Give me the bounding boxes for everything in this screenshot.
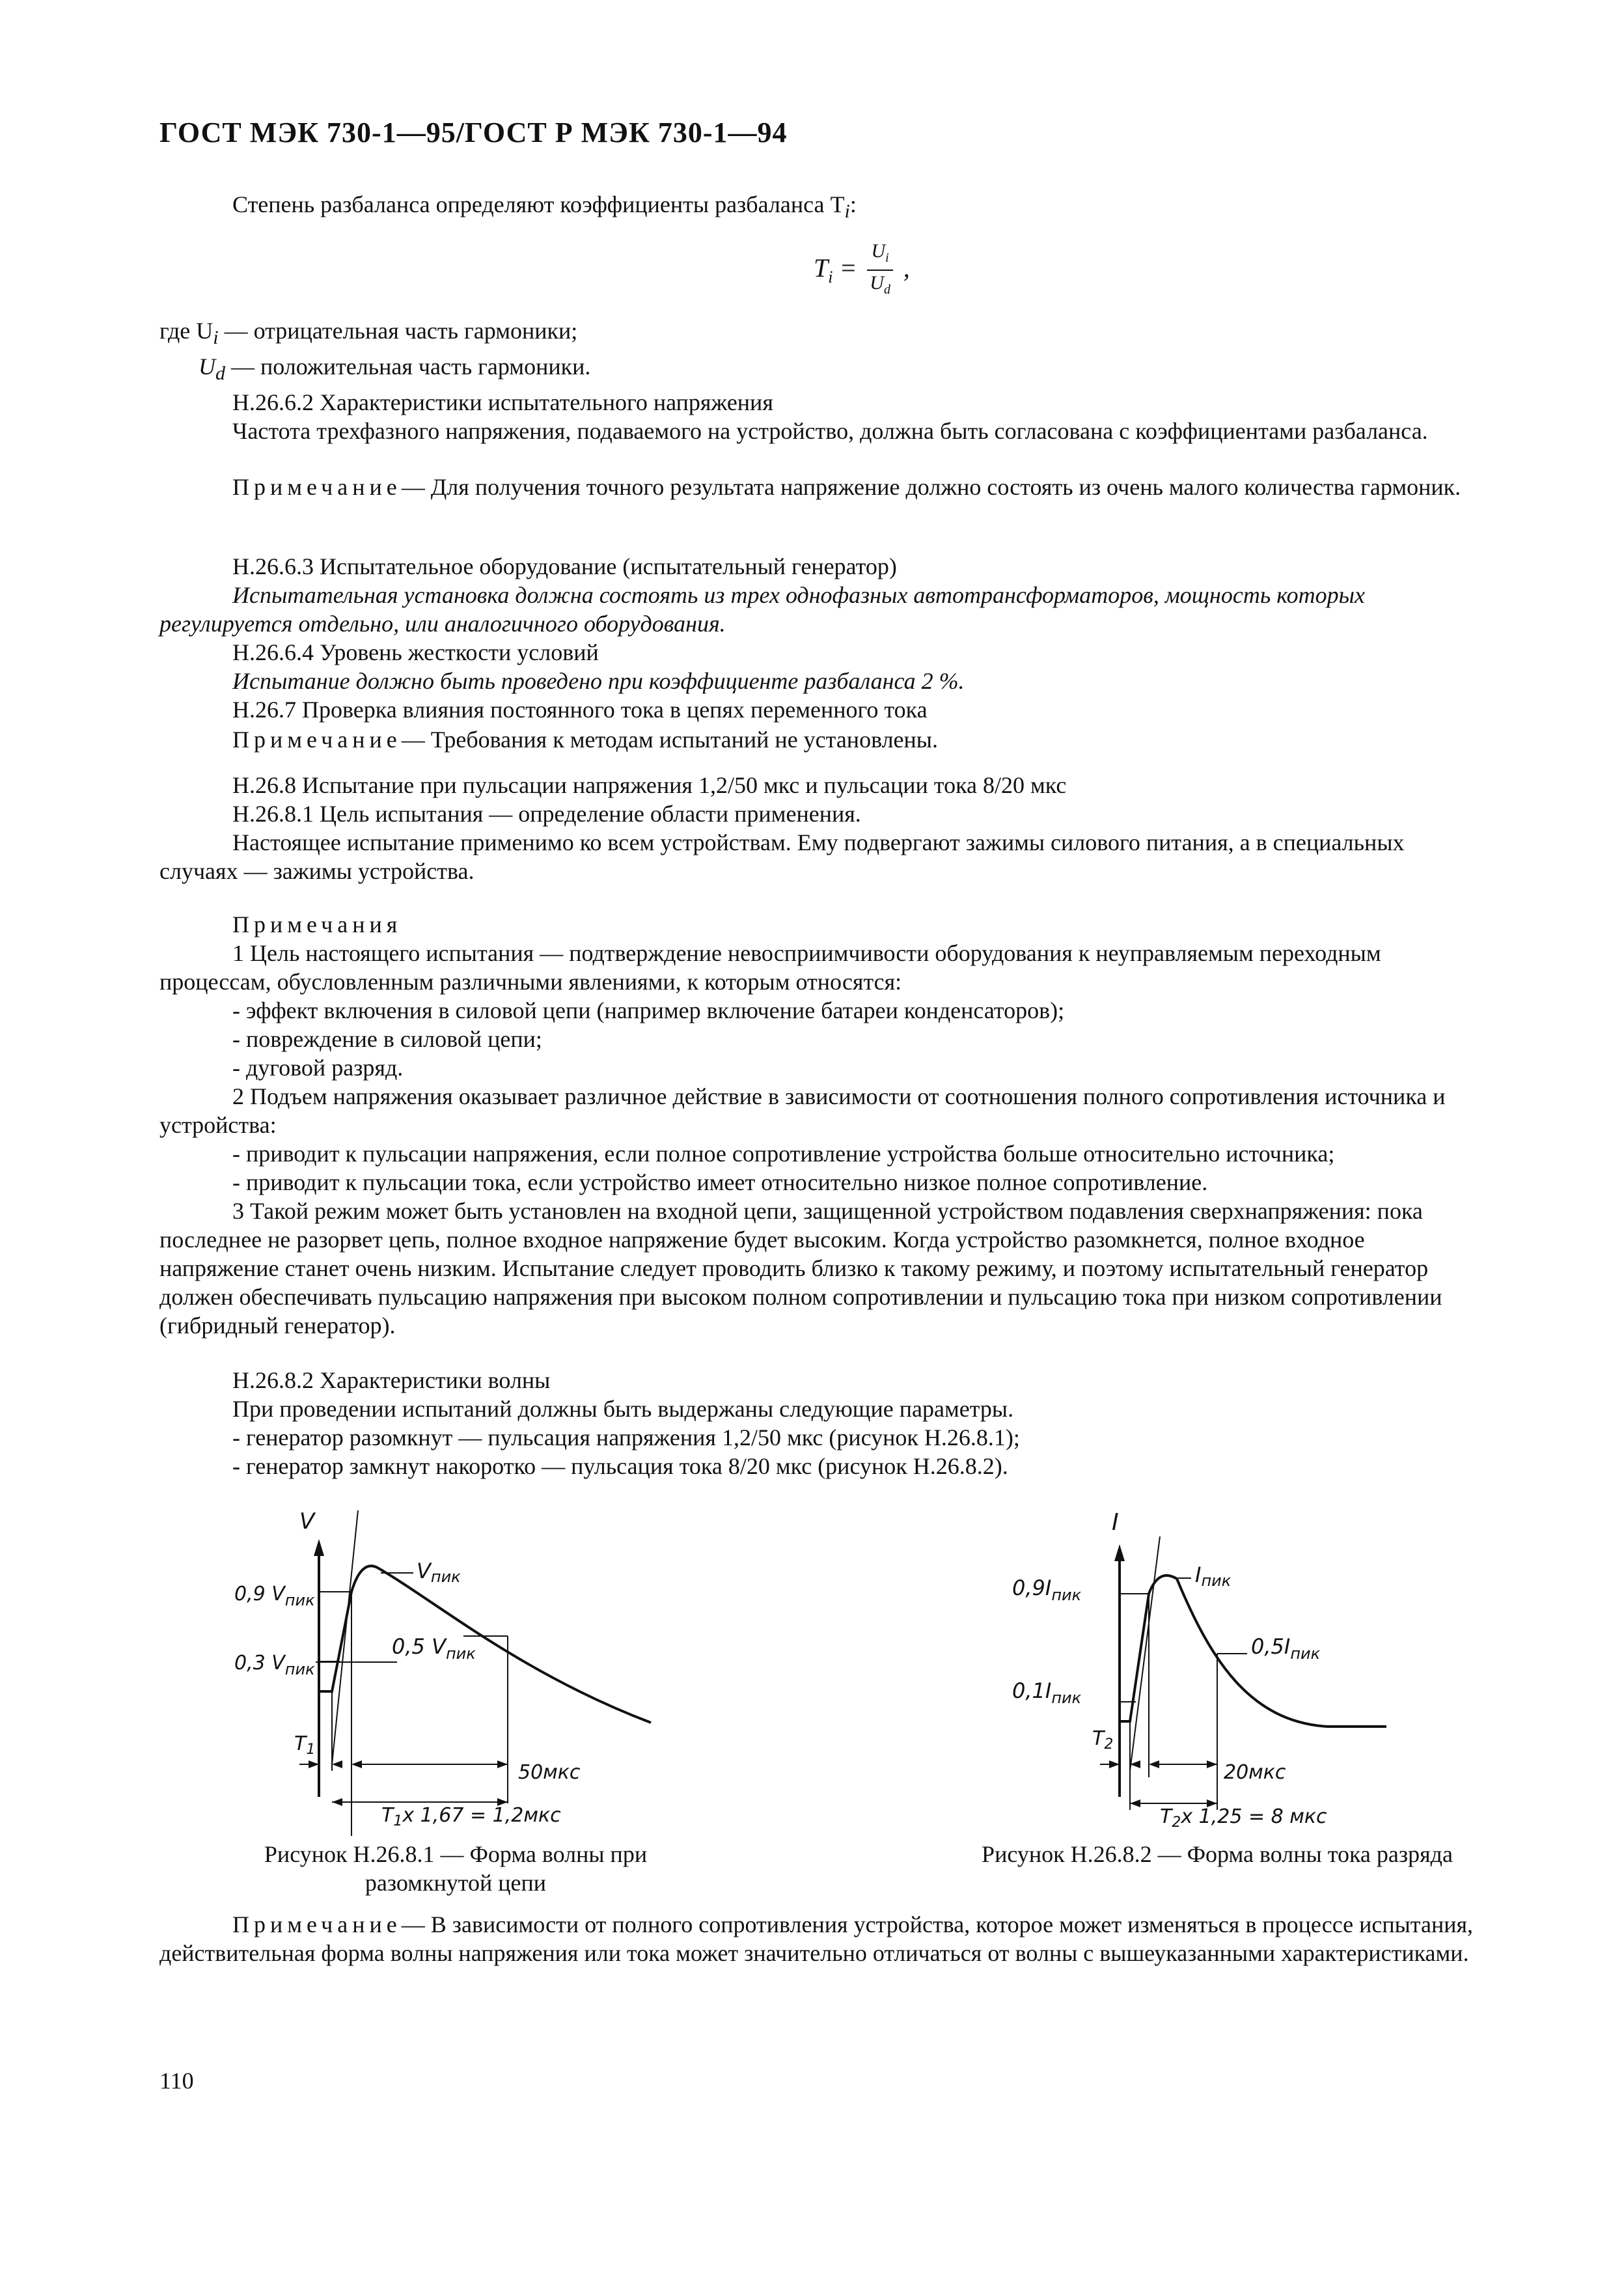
section-h2681-title: Н.26.8.1 Цель испытания — определение области применения. xyxy=(232,801,861,827)
section-h2682-text: При проведении испытаний должны быть выдержаны следующие параметры. xyxy=(232,1396,1014,1422)
section-h2682-block xyxy=(159,1366,1481,1480)
section-h2663-block xyxy=(159,552,1481,724)
intro-paragraph xyxy=(159,190,1481,226)
where2-b: — положительная часть гармоники. xyxy=(225,354,591,380)
note-2 xyxy=(159,725,1481,754)
note2-text: — Требования к методам испытаний не установлены. xyxy=(401,727,938,753)
formula-den-sub: d xyxy=(883,283,890,297)
section-h268-block xyxy=(159,771,1481,885)
section-h2682-item: - генератор замкнут накоротко — пульсация тока 8/20 мкс (рисунок Н.26.8.2). xyxy=(232,1453,1008,1479)
section-h2663-title: Н.26.6.3 Испытательное оборудование (испытательный генератор) xyxy=(232,553,897,579)
where2-sub: d xyxy=(215,363,225,385)
fig1-label-05: 0,5 $V_{пик}$ xyxy=(392,1634,476,1663)
formula-lhs-sub: i xyxy=(828,268,833,287)
note3-label: Примечание xyxy=(232,1911,402,1937)
note-item: 3 Такой режим может быть установлен на входной цепи, защищенной устройством подавления сверхнапряжения: пока последнее не разорвет цепь, полное входное напряжение будет высоким. Когда устройство разомкнется, полное входное напряжение станет очень низким. Испытание следует проводить близко к такому режиму, и поэтому испытательный генератор должен обеспечивать пульсацию напряжения при высоком полном сопротивлении и пульсацию тока при низком сопротивлении (гибридный генератор). xyxy=(159,1198,1442,1339)
fig2-label-formula: $T_2x$ 1,25 = 8 мкс xyxy=(1160,1805,1327,1831)
fig1-waveform-curve xyxy=(319,1566,651,1723)
fig1-label-50us: 50мкс xyxy=(518,1761,581,1784)
imbalance-formula xyxy=(814,240,910,302)
formula-lhs: T xyxy=(814,253,829,283)
note-item: - приводит к пульсации тока, если устройство имеет относительно низкое полное сопротивление. xyxy=(232,1169,1208,1195)
fig2-axis-label: I xyxy=(1112,1509,1119,1536)
section-h2664-text: Испытание должно быть проведено при коэффициенте разбаланса 2 %. xyxy=(232,668,965,694)
section-h2682-item: - генератор разомкнут — пульсация напряжения 1,2/50 мкс (рисунок Н.26.8.1); xyxy=(232,1424,1020,1451)
section-h2664-title: Н.26.6.4 Уровень жесткости условий xyxy=(232,639,599,665)
section-h2682-title: Н.26.8.2 Характеристики волны xyxy=(232,1367,551,1393)
notes-block xyxy=(159,910,1481,1340)
formula-fraction xyxy=(867,240,892,302)
fig2-label-t2: $T_2$ xyxy=(1092,1727,1114,1753)
fig2-label-20us: 20мкс xyxy=(1224,1761,1286,1784)
formula-numerator: U xyxy=(871,240,886,262)
section-h268-title: Н.26.8 Испытание при пульсации напряжения 1,2/50 мкс и пульсации тока 8/20 мкс xyxy=(232,772,1067,798)
fig1-axis-label: V xyxy=(299,1508,315,1534)
fig2-label-09: $0,9I_{пик}$ xyxy=(1012,1576,1082,1604)
formula-num-sub: i xyxy=(885,251,889,265)
figure-current-waveform xyxy=(1002,1497,1432,1836)
page-number: 110 xyxy=(159,2068,194,2094)
note-item: - приводит к пульсации напряжения, если полное сопротивление устройства больше относительно источника; xyxy=(232,1141,1335,1167)
note-item: - эффект включения в силовой цепи (например включение батареи конденсаторов); xyxy=(232,997,1065,1023)
section-h267-title: Н.26.7 Проверка влияния постоянного тока в цепях переменного тока xyxy=(232,697,928,723)
where1-sub: i xyxy=(213,327,219,349)
section-h2662-title: Н.26.6.2 Характеристики испытательного напряжения xyxy=(232,389,773,416)
note-item: - повреждение в силовой цепи; xyxy=(232,1026,542,1052)
notes-label: Примечания xyxy=(232,911,402,937)
formula-eq: = xyxy=(839,253,857,283)
intro-text: Степень разбаланса определяют коэффициенты разбаланса T xyxy=(232,191,845,217)
fig1-label-09: 0,9 $V_{пик}$ xyxy=(234,1583,315,1609)
fig2-label-01: $0,1I_{пик}$ xyxy=(1012,1678,1082,1707)
note3-text: — В зависимости от полного сопротивления устройства, которое может изменяться в процессе испытания, действительная форма волны напряжения или тока может значительно отличаться от волны с вышеуказанными характеристиками. xyxy=(159,1911,1474,1966)
note-item: 1 Цель настоящего испытания — подтверждение невосприимчивости оборудования к неуправляемым переходным процессам, обусловленным различными явлениями, к которым относятся: xyxy=(159,940,1381,995)
note-3 xyxy=(159,1910,1481,1967)
formula-denominator: U xyxy=(870,272,884,294)
document-header: ГОСТ МЭК 730-1—95/ГОСТ Р МЭК 730-1—94 xyxy=(159,117,788,148)
figure2-caption: Рисунок Н.26.8.2 — Форма волны тока разряда xyxy=(982,1841,1453,1867)
fig2-front-line xyxy=(1130,1536,1160,1771)
fig1-label-formula: $T_1x$ 1,67 = 1,2мкс xyxy=(381,1804,561,1829)
intro-sub: i xyxy=(844,201,850,223)
section-h2663-text: Испытательная установка должна состоять из трех однофазных автотрансформаторов, мощность которых регулируется отдельно, или аналогичного оборудования. xyxy=(159,582,1366,637)
note-1 xyxy=(159,473,1481,501)
fig1-label-vpik: Vпик xyxy=(417,1559,461,1586)
fig2-label-ipik: Iпик xyxy=(1195,1562,1232,1590)
fig1-label-t1: $T_1$ xyxy=(294,1732,316,1758)
fig1-front-line xyxy=(332,1510,358,1764)
where1-b: — отрицательная часть гармоники; xyxy=(218,318,578,344)
note1-label: Примечание xyxy=(232,474,402,500)
fig2-label-05: $0,5I_{пик}$ xyxy=(1251,1634,1321,1663)
figure1-caption: Рисунок Н.26.8.1 — Форма волны при разомкнутой цепи xyxy=(264,1841,648,1896)
section-h2681-text: Настоящее испытание применимо ко всем устройствам. Ему подвергают зажимы силового питания, а в специальных случаях — зажимы устройства. xyxy=(159,829,1405,884)
formula-tail: , xyxy=(903,253,910,283)
figure-voltage-waveform xyxy=(221,1497,716,1836)
where2-a: U xyxy=(199,354,215,380)
fig1-label-03: 0,3 $V_{пик}$ xyxy=(234,1652,315,1678)
section-h2662-block xyxy=(159,316,1481,445)
intro-end: : xyxy=(849,191,857,217)
note-item: - дуговой разряд. xyxy=(232,1055,404,1081)
note-item: 2 Подъем напряжения оказывает различное действие в зависимости от соотношения полного сопротивления источника и устройства: xyxy=(159,1083,1446,1138)
note1-text: — Для получения точного результата напряжение должно состоять из очень малого количества гармоник. xyxy=(401,474,1461,500)
note2-label: Примечание xyxy=(232,727,402,753)
frequency-paragraph: Частота трехфазного напряжения, подаваемого на устройство, должна быть согласована с коэффициентами разбаланса. xyxy=(232,418,1428,445)
where1-a: где U xyxy=(159,318,213,344)
